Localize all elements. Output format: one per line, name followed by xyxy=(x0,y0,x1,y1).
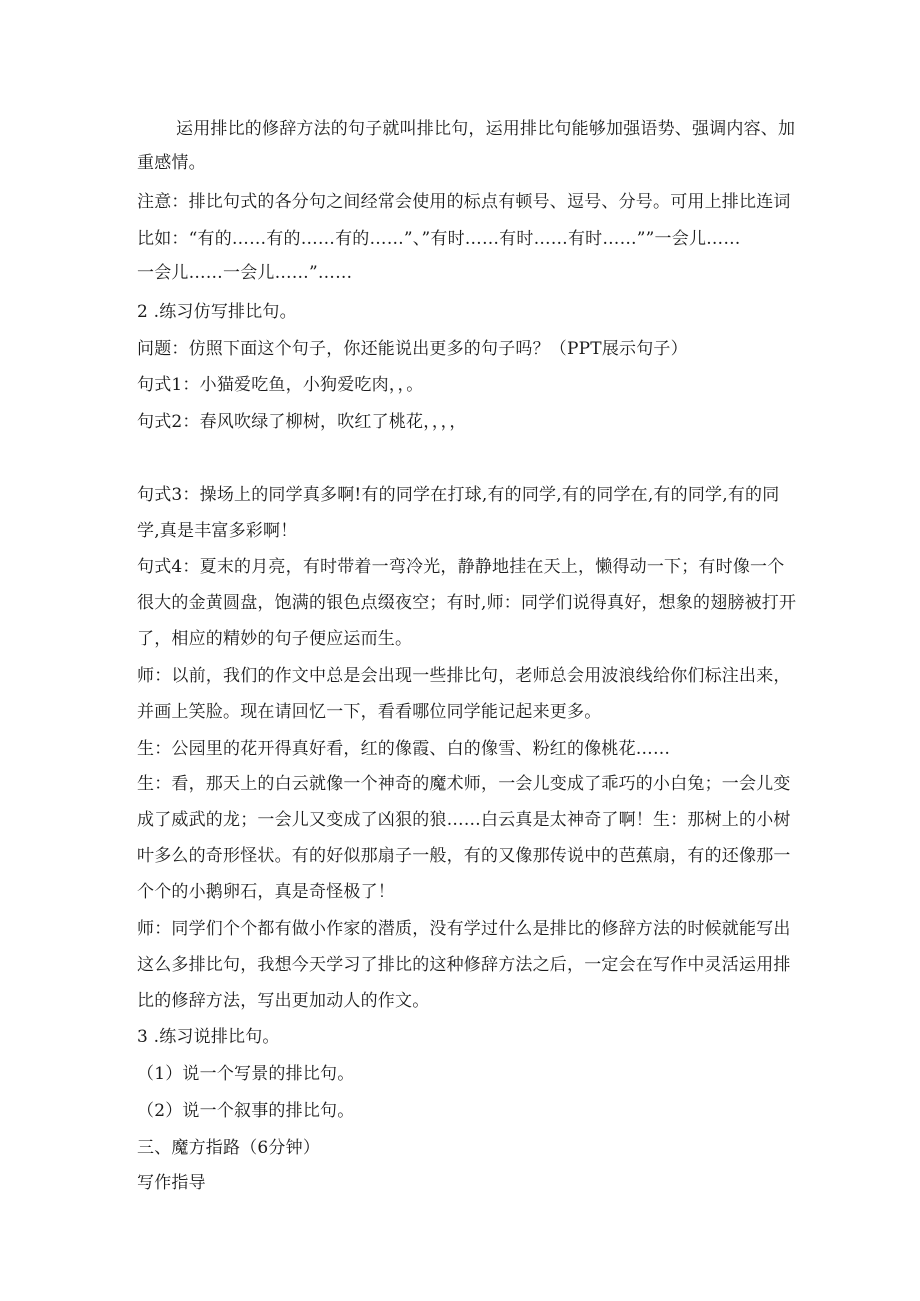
paragraph-line: 比如：“有的……有的……有的……”、”有时……有时……有时……””一会儿…… xyxy=(137,229,741,249)
paragraph-line: 注意：排比句式的各分句之间经常会使用的标点有顿号、逗号、分号。可用上排比连词 xyxy=(137,192,791,212)
paragraph-line: 师：以前，我们的作文中总是会出现一些排比句，老师总会用波浪线给你们标注出来， xyxy=(137,666,791,686)
paragraph-line: 这么多排比句，我想今天学习了排比的这种修辞方法之后，一定会在写作中灵活运用排 xyxy=(137,955,791,975)
list-item: （2）说一个叙事的排比句。 xyxy=(137,1101,355,1121)
paragraph-line: 成了威武的龙；一会儿又变成了凶狠的狼……白云真是太神奇了啊！生：那树上的小树 xyxy=(137,810,791,830)
paragraph-line: 句式4：夏末的月亮，有时带着一弯冷光，静静地挂在天上，懒得动一下；有时像一个 xyxy=(137,557,785,577)
paragraph-line: 并画上笑脸。现在请回忆一下，看看哪位同学能记起来更多。 xyxy=(137,702,602,722)
paragraph-line: 生：公园里的花开得真好看，红的像霞、白的像雪、粉红的像桃花…… xyxy=(137,739,671,759)
paragraph-line: 问题：仿照下面这个句子，你还能说出更多的句子吗？（PPT展示句子） xyxy=(137,339,688,359)
paragraph-line: 个个的小鹅卵石，真是奇怪极了！ xyxy=(137,882,395,902)
paragraph-line: 句式3：操场上的同学真多啊!有的同学在打球,有的同学,有的同学在,有的同学,有的同 xyxy=(137,485,780,505)
paragraph-line: 运用排比的修辞方法的句子就叫排比句，运用排比句能够加强语势、强调内容、加 xyxy=(176,119,796,139)
paragraph-line: 比的修辞方法，写出更加动人的作文。 xyxy=(137,991,430,1011)
paragraph-line: 很大的金黄圆盘，饱满的银色点缀夜空；有时,师：同学们说得真好，想象的翅膀被打开 xyxy=(137,593,797,613)
paragraph-line: 一会儿……一会儿……”…… xyxy=(137,263,353,283)
paragraph-line: 学,真是丰富多彩啊！ xyxy=(137,521,298,541)
paragraph-line: 重感情。 xyxy=(137,153,206,173)
paragraph-line: 叶多么的奇形怪状。有的好似那扇子一般，有的又像那传说中的芭蕉扇，有的还像那一 xyxy=(137,846,791,866)
section-heading: 三、魔方指路（6分钟） xyxy=(137,1138,321,1158)
section-heading: 写作指导 xyxy=(137,1173,206,1193)
paragraph-line: 句式2：春风吹绿了柳树，吹红了桃花，，，， xyxy=(137,412,467,432)
section-heading: 3 .练习说排比句。 xyxy=(137,1027,280,1047)
paragraph-line: 师：同学们个个都有做小作家的潜质，没有学过什么是排比的修辞方法的时候就能写出 xyxy=(137,919,791,939)
paragraph-line: 了，相应的精妙的句子便应运而生。 xyxy=(137,629,413,649)
paragraph-line: 生：看，那天上的白云就像一个神奇的魔术师，一会儿变成了乖巧的小白兔；一会儿变 xyxy=(137,774,791,794)
paragraph-line: 句式1：小猫爱吃鱼，小狗爱吃肉，，。 xyxy=(137,375,424,395)
section-heading: 2 .练习仿写排比句。 xyxy=(137,302,297,322)
list-item: （1）说一个写景的排比句。 xyxy=(137,1064,355,1084)
